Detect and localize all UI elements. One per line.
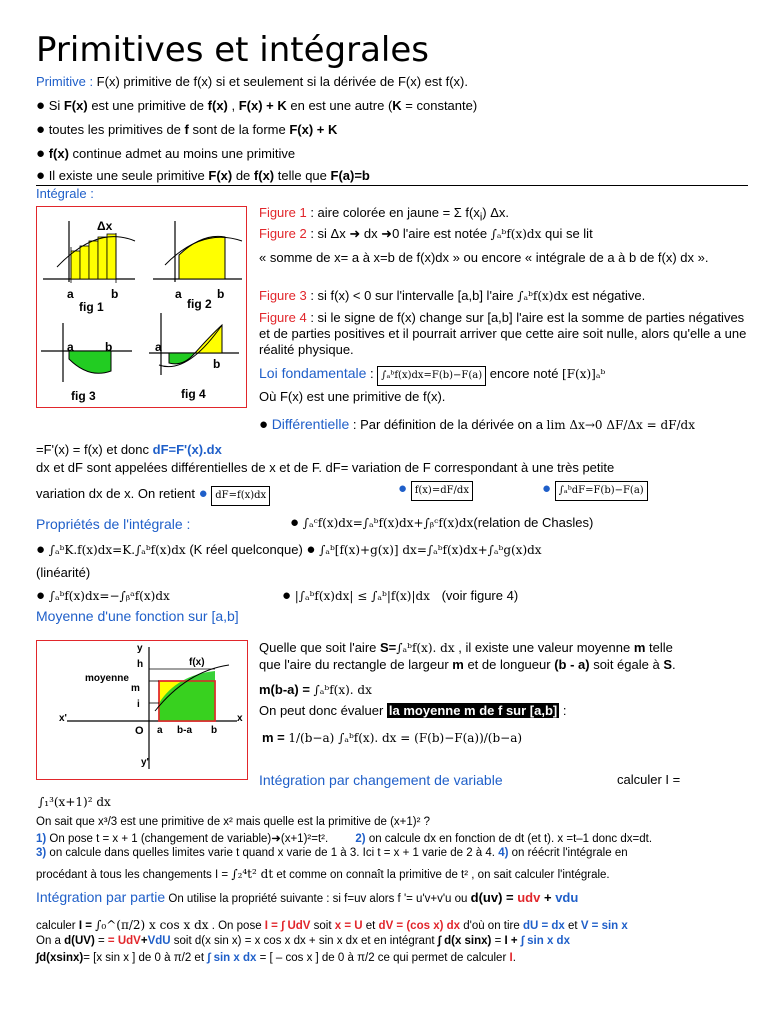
figure2-text: Figure 2 : si Δx ➜ dx ➜0 l'aire est notée ∫ₐᵇf(x)dx qui se lit <box>259 226 593 241</box>
primitive-text: F(x) primitive de f(x) si et seulement si la dérivée de F(x) est f(x). <box>93 74 468 89</box>
bullet-4: ● Il existe une seule primitive F(x) de f(x) telle que F(a)=b <box>36 167 370 184</box>
fig3-label: fig 3 <box>71 389 96 403</box>
loi-formula-box: ∫ₐᵇf(x)dx=F(b)−F(a) <box>377 366 486 386</box>
proprietes-row-1 <box>36 516 190 532</box>
changement-calc: calculer I = <box>617 772 681 787</box>
bullet-dot-icon: ● <box>36 121 46 138</box>
changement-steps-2: 3) on calcule dans quelles limites varie t quand x varie de 1 à 3. Ici t = x + 1 varie de 2 à 4. 4) on réécrit l'intégrale en <box>36 847 628 859</box>
integrale-heading: Intégrale : <box>36 186 94 201</box>
diff-line-3: dx et dF sont appelées différentielles de x et de F. dF= variation de F correspondant à une très petite <box>36 460 615 475</box>
bullet-dot-icon: ● <box>36 167 46 184</box>
fig3-b-label: b <box>105 340 113 354</box>
page-title: Primitives et intégrales <box>36 30 430 70</box>
figure4-text: Figure 4 : si le signe de f(x) change sur [a,b] l'aire est la somme de parties négatives et de parties positives et il pourrait arriver que cette aire soit nulle, alors qu'elle a une réalité physique. <box>259 310 747 357</box>
fig4-graphic <box>149 313 239 375</box>
moyenne-eval: On peut donc évaluer la moyenne m de f sur [a,b] : <box>259 703 567 718</box>
fig1-graphic <box>43 221 135 283</box>
bullet-dot-icon: ● <box>36 97 46 114</box>
fig4-b-label: b <box>213 357 221 371</box>
section-divider <box>36 185 748 186</box>
changement-heading-row: Intégration par changement de variable <box>259 772 503 788</box>
diff-line-4: variation dx de x. On retient ● dF=f(x)dx <box>36 485 270 506</box>
moyenne-mba: m(b-a) = ∫ₐᵇf(x). dx <box>259 682 372 697</box>
changement-l1: On sait que x³/3 est une primitive de x² mais quelle est la primitive de (x+1)² ? <box>36 816 431 828</box>
proprietes-abs: ● |∫ₐᵇf(x)dx| ≤ ∫ₐᵇ|f(x)|dx (voir figure 4) <box>282 587 519 604</box>
bullet-1: ● Si F(x) est une primitive de f(x) , F(x) + K en est une autre (K = constante) <box>36 97 478 114</box>
diff-line-2: =F'(x) = f(x) et donc dF=F'(x).dx <box>36 442 222 457</box>
integral-figures <box>36 206 247 408</box>
fig2-b-label: b <box>217 287 225 301</box>
fig1-b-label: b <box>111 287 119 301</box>
figure1-text: Figure 1 : aire colorée en jaune = Σ $f(x_i)$ Δx. <box>259 205 510 224</box>
chasles: ● ∫ₐᶜf(x)dx=∫ₐᵇf(x)dx+∫ᵦᶜf(x)dx(relation de Chasles) <box>290 514 594 531</box>
bullet-dot-icon: ● <box>259 416 269 433</box>
primitive-definition <box>36 74 468 89</box>
fig2-graphic <box>153 221 242 282</box>
partie-row-3: On a d(UV) = = UdV+VdU soit d(x sin x) = x cos x dx + sin x dx et en intégrant ∫ d(x sinx) = I + ∫ sin x dx <box>36 935 570 947</box>
primitive-heading: Primitive : <box>36 74 94 89</box>
retient-2 <box>398 480 473 501</box>
bullet-dot-icon: ● <box>198 485 208 502</box>
proprietes-row-3: ● ∫ₐᵇf(x)dx=−∫ᵦᵃf(x)dx <box>36 587 170 604</box>
fig3-a-label: a <box>67 340 74 354</box>
partie-row-4: ∫d(xsinx)= [x sin x ] de 0 à π/2 et ∫ sin x dx = [ – cos x ] de 0 à π/2 ce qui permet de calculer I. <box>36 952 516 964</box>
changement-steps-1: 1) On pose t = x + 1 (changement de variable)➜(x+1)²=t². 2) on calcule dx en fonction de dt (et t). x =t–1 donc dx=dt. <box>36 833 653 845</box>
integral-figures-svg <box>37 207 245 406</box>
primitive-note: Où F(x) est une primitive de f(x). <box>259 389 446 404</box>
retient-box-3: ∫ₐᵇdF=F(b)−F(a) <box>555 481 648 501</box>
bullet-3: ● f(x) continue admet au moins une primitive <box>36 145 296 162</box>
bullet-dot-icon: ● <box>542 480 552 497</box>
figure3-text: Figure 3 : si f(x) < 0 sur l'intervalle [a,b] l'aire ∫ₐᵇf(x)dx est négative. <box>259 288 646 303</box>
partie-row-2: calculer I = ∫₀^(π/2) x cos x dx . On pose I = ∫ UdV soit x = U et dV = (cos x) dx d'où on tire dU = dx et V = sin x <box>36 918 628 932</box>
fig2-label: fig 2 <box>187 297 212 311</box>
moyenne-figure: y h f(x) moyenne m i x' x O a b-a b y' <box>36 640 248 780</box>
fig3-graphic <box>41 323 132 382</box>
bullet-dot-icon: ● <box>398 480 408 497</box>
retient-3 <box>542 480 648 501</box>
moyenne-heading: Moyenne d'une fonction sur [a,b] <box>36 608 239 624</box>
bullet-2: ● toutes les primitives de f sont de la forme F(x) + K <box>36 121 338 138</box>
delta-x-label: Δx <box>97 219 113 233</box>
loi-fondamentale: Loi fondamentale : ∫ₐᵇf(x)dx=F(b)−F(a) encore noté [F(x)]ₐᵇ <box>259 365 605 386</box>
moyenne-formula: m = 1/(b−a) ∫ₐᵇf(x). dx = (F(b)−F(a))/(b−a) <box>262 730 523 745</box>
fig1-label: fig 1 <box>79 300 104 314</box>
moyenne-p1: Quelle que soit l'aire S=∫ₐᵇf(x). dx , il existe une valeur moyenne m telle <box>259 640 673 655</box>
moyenne-p2: que l'aire du rectangle de largeur m et de longueur (b - a) soit égale à S. <box>259 657 676 672</box>
fig2-a-label: a <box>175 287 182 301</box>
partie-row-1: Intégration par partie On utilise la propriété suivante : si f=uv alors f '= u'v+v'u ou d(uv) = udv + vdu <box>36 889 579 905</box>
changement-steps-3: procédant à tous les changements I = ∫₂⁴t² dt et comme on connaît la primitive de t² , on sait calculer l'intégrale. <box>36 867 610 881</box>
retient-box-2: f(x)=dF/dx <box>411 481 473 501</box>
bullet-dot-icon: ● <box>36 145 46 162</box>
differentielle: ● Différentielle : Par définition de la dérivée on a lim Δx→0 ΔF/Δx = dF/dx <box>259 416 696 433</box>
linearite: (linéarité) <box>36 565 91 580</box>
proprietes-row-2: ● ∫ₐᵇK.f(x)dx=K.∫ₐᵇf(x)dx (K réel quelconque) ● ∫ₐᵇ[f(x)+g(x)] dx=∫ₐᵇf(x)dx+∫ₐᵇg(x)dx <box>36 541 542 558</box>
fig4-label: fig 4 <box>181 387 206 401</box>
retient-box-1: dF=f(x)dx <box>211 486 270 506</box>
fig4-a-label: a <box>155 340 162 354</box>
fig1-a-label: a <box>67 287 74 301</box>
figure2-continued: « somme de x= a à x=b de f(x)dx » ou encore « intégrale de a à b de f(x) dx ». <box>259 250 709 265</box>
changement-integral: ∫₁³(x+1)² dx <box>38 795 111 809</box>
proprietes-heading: Propriétés de l'intégrale : <box>36 516 191 532</box>
